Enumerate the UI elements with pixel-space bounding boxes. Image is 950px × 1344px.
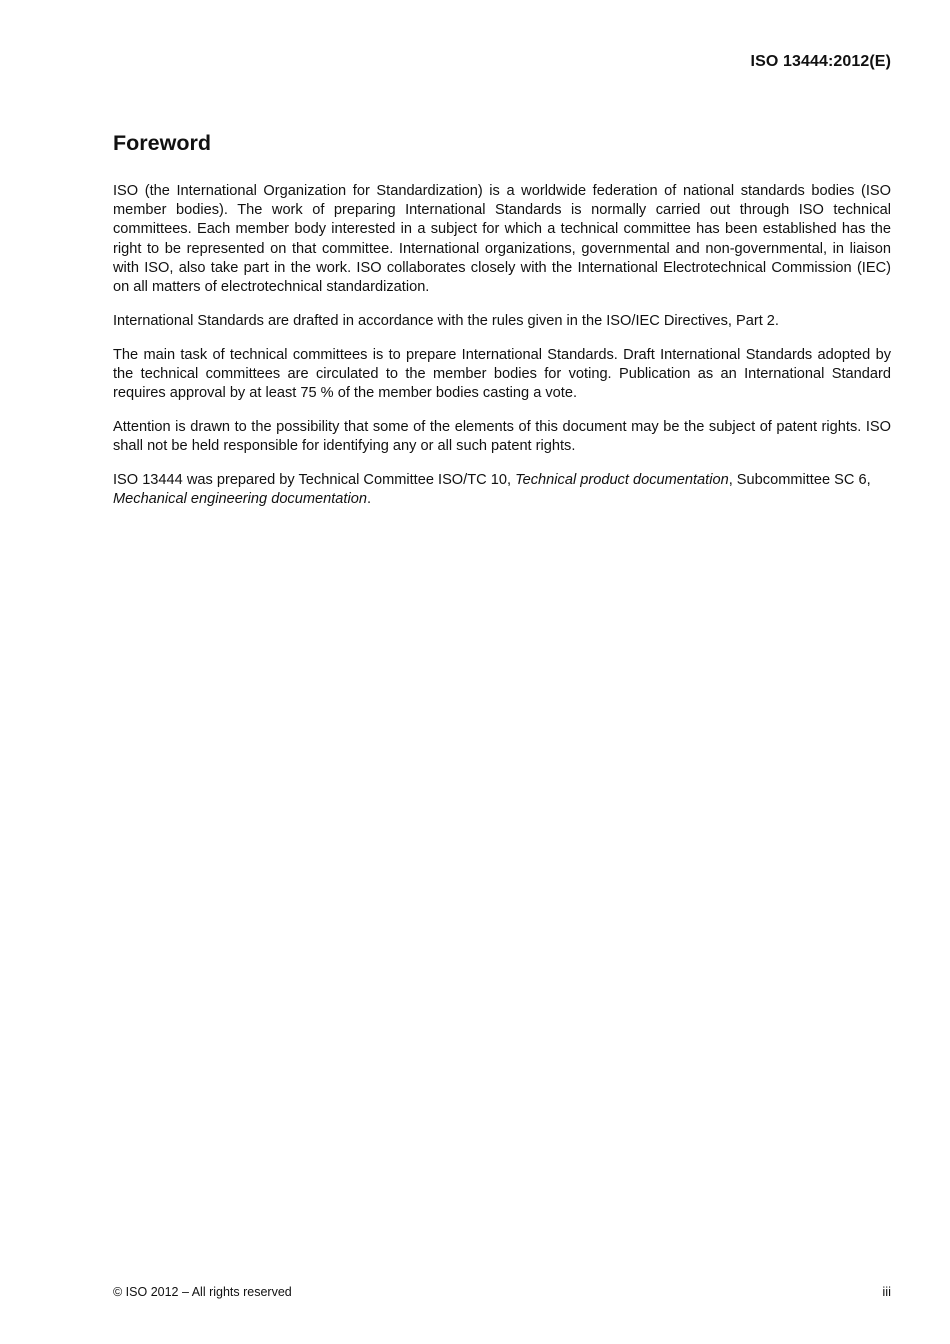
committee-title: Technical product documentation [515, 471, 729, 488]
prepared-by-middle: , Subcommittee SC 6, [728, 471, 871, 488]
paragraph-patent-rights: Attention is drawn to the possibility that some of the elements of this document may be the subject of patent rights. ISO shall not be held responsible for identifying any or all such patent rights. [113, 418, 891, 455]
section-heading: Foreword [113, 131, 211, 155]
foreword-body [113, 182, 891, 524]
prepared-by-prefix: ISO 13444 was prepared by Technical Committee ISO/TC 10, [113, 471, 516, 488]
page-number: iii [882, 1284, 891, 1299]
paragraph-technical-committees: The main task of technical committees is to prepare International Standards. Draft International Standards adopted by the technical committees are circulated to the member bodies for voting. Publication as an International Standard requires approval by at least 75 % of the member bodies casting a vote. [113, 346, 891, 402]
paragraph-prepared-by [113, 471, 891, 509]
paragraph-drafting-rules: International Standards are drafted in accordance with the rules given in the ISO/IEC Directives, Part 2. [113, 312, 779, 329]
document-identifier: ISO 13444:2012(E) [750, 53, 891, 70]
prepared-by-suffix: . [366, 491, 371, 508]
subcommittee-title: Mechanical engineering documentation [113, 491, 367, 508]
footer-copyright: © ISO 2012 – All rights reserved [113, 1285, 292, 1299]
paragraph-iso-overview: ISO (the International Organization for Standardization) is a worldwide federation of national standards bodies (ISO member bodies). The work of preparing International Standards is normally carried out through ISO technical committees. Each member body interested in a subject for which a technical committee has been established has the right to be represented on that committee. International organizations, governmental and non-governmental, in liaison with ISO, also take part in the work. ISO collaborates closely with the International Electrotechnical Commission (IEC) on all matters of electrotechnical standardization. [113, 183, 891, 296]
